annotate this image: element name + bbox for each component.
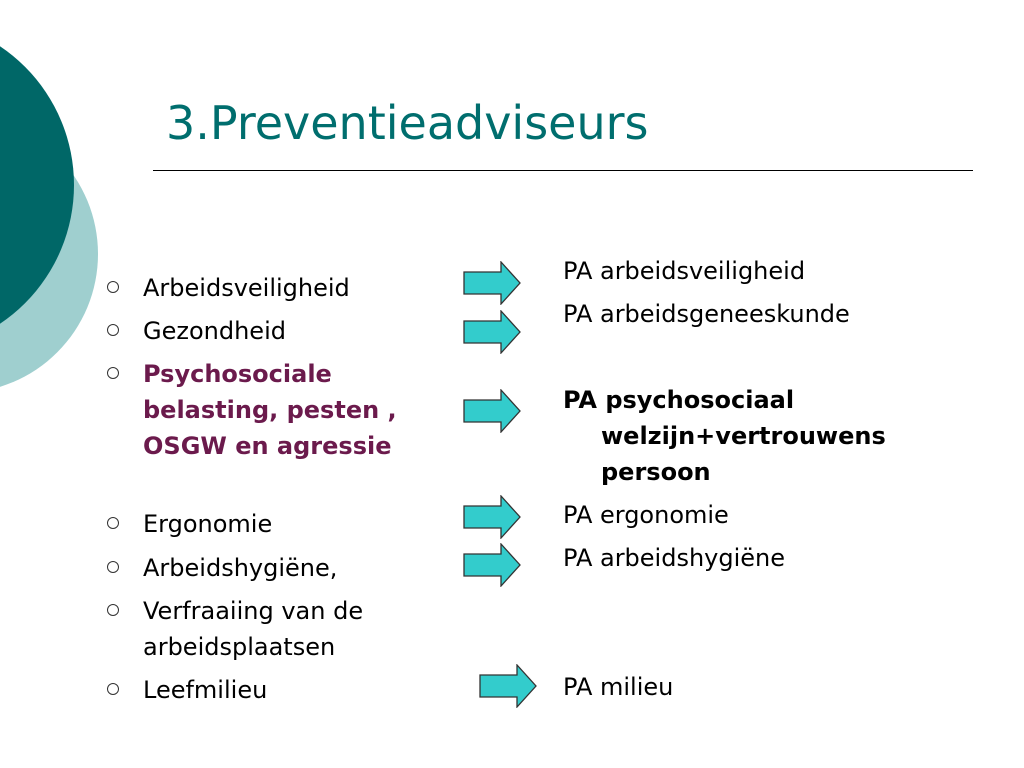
list-item [107, 550, 467, 586]
list-item [107, 356, 467, 464]
list-item-label: Leefmilieu [143, 676, 268, 704]
advisor-item: PA arbeidsgeneeskunde [563, 300, 850, 328]
list-item [107, 593, 437, 665]
list-item [107, 506, 467, 542]
right-arrow-icon [463, 543, 521, 587]
list-item [107, 672, 467, 708]
advisor-item: PA arbeidshygiëne [563, 544, 786, 572]
bullet-icon [107, 367, 119, 379]
list-item-label: Verfraaiing van de arbeidsplaatsen [143, 597, 364, 661]
list-item-label: Arbeidsveiligheid [143, 274, 350, 302]
advisor-item: PA milieu [563, 673, 674, 701]
right-arrow-icon [463, 495, 521, 539]
bullet-icon [107, 561, 119, 573]
right-arrow-icon [463, 310, 521, 354]
advisor-item: PA ergonomie [563, 501, 729, 529]
list-item-label: Arbeidshygiëne, [143, 554, 338, 582]
advisor-item: PA arbeidsveiligheid [563, 257, 806, 285]
list-item [107, 270, 467, 306]
bullet-icon [107, 517, 119, 529]
bullet-icon [107, 281, 119, 293]
bullet-icon [107, 324, 119, 336]
bullet-icon [107, 604, 119, 616]
right-arrow-icon [463, 261, 521, 305]
title-underline [153, 170, 973, 171]
slide-title: 3.Preventieadviseurs [166, 96, 649, 150]
list-item-label: Ergonomie [143, 510, 273, 538]
list-item-label: Gezondheid [143, 317, 286, 345]
advisor-item: PA psychosociaal welzijn+vertrouwens persoon [563, 386, 886, 486]
list-item-label: Psychosociale belasting, pesten , OSGW en agressie [143, 360, 397, 460]
right-arrow-icon [479, 664, 537, 708]
right-arrow-icon [463, 389, 521, 433]
list-item [107, 313, 467, 349]
bullet-icon [107, 683, 119, 695]
